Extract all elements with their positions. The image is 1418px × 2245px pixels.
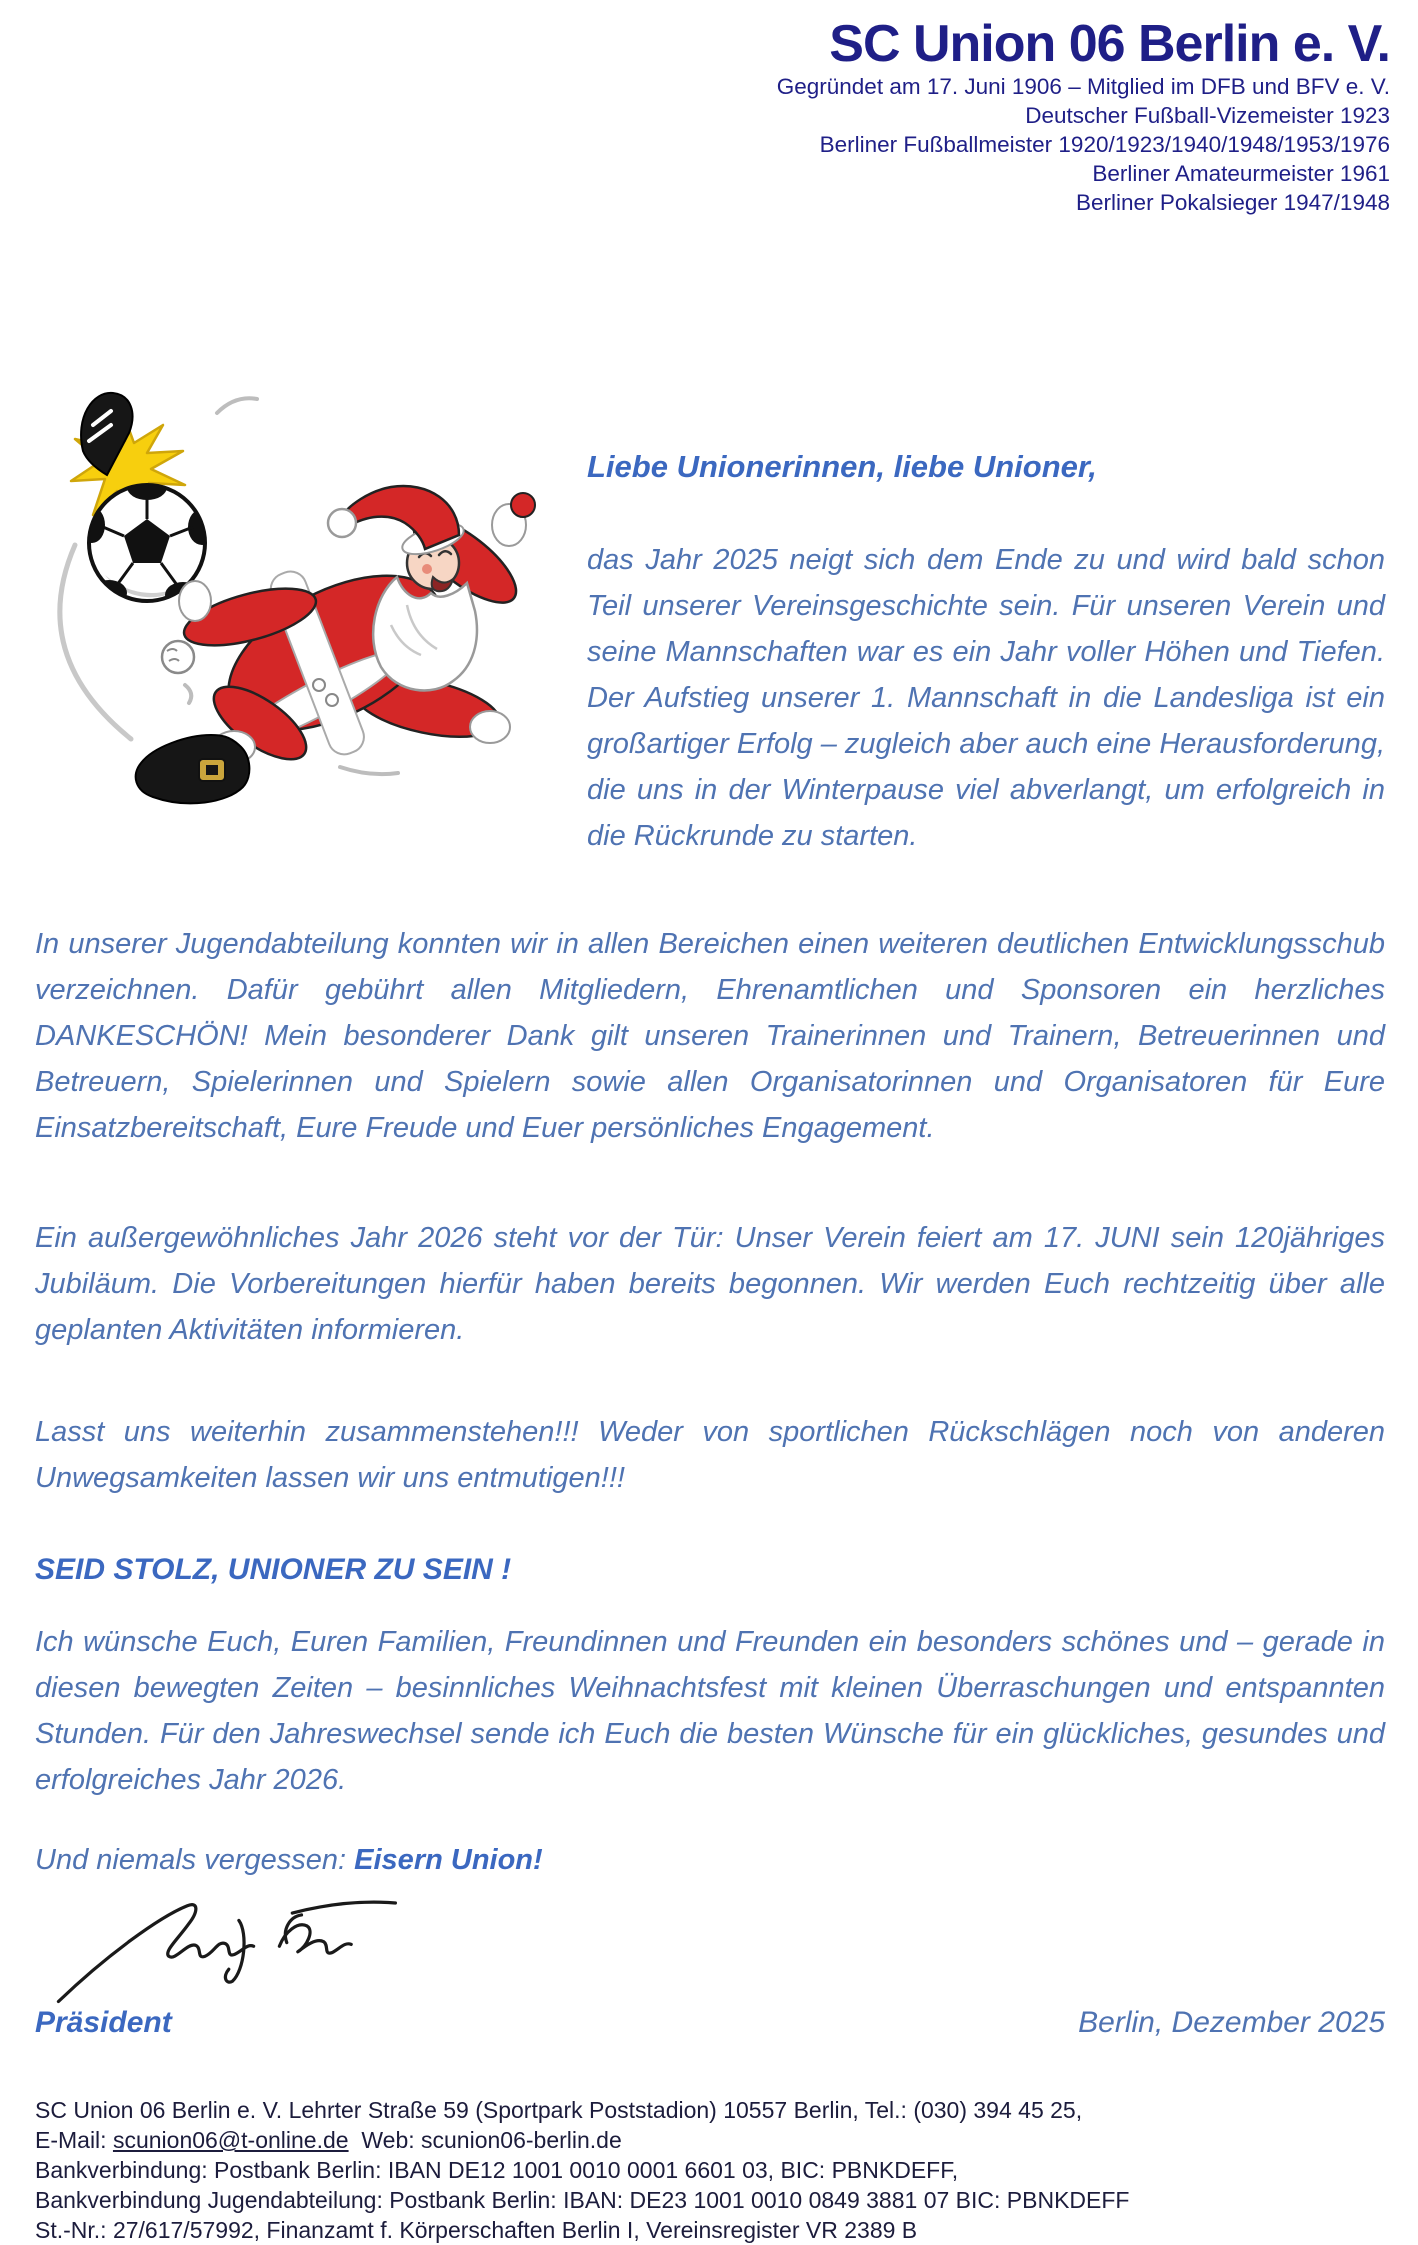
web-text: Web: scunion06-berlin.de <box>348 2127 622 2154</box>
letterhead-amateurmeister-line: Berliner Amateurmeister 1961 <box>1092 161 1390 187</box>
paragraph-anniversary-2026: Ein außergewöhnliches Jahr 2026 steht vor der Tür: Unser Verein feiert am 17. JUNI sein 120jähriges Jubiläum. Die Vorbereitungen hierfür haben bereits begonnen. Wir werden Euch rechtzeitig über alle geplanten Aktivitäten informieren. <box>35 1222 1385 1347</box>
paragraph-year-review: das Jahr 2025 neigt sich dem Ende zu und wird bald schon Teil unserer Vereinsgeschichte sein. Für unseren Verein und seine Mannschaften war es ein Jahr voller Höhen und Tiefen. Der Aufstieg unserer 1. Mannschaft in die Landesliga ist ein großartiger Erfolg – zugleich aber auch eine Herausforderung, die uns in der Winterpause viel abverlangt, um erfolgreich in die Rückrunde zu starten. <box>587 544 1385 853</box>
paragraph-youth-thanks: In unserer Jugendabteilung konnten wir in allen Bereichen einen weiteren deutlichen Entwicklungsschub verzeichnen. Dafür gebührt allen Mitgliedern, Ehrenamtlichen und Sponsoren ein herzliches DANKESCHÖN! Mein besonderer Dank gilt unseren Trainerinnen und Trainern, Betreuerinnen und Betreuern, Spielerinnen und Spielern sowie allen Organisatorinnen und Organisatoren für Eure Einsatzbereitschaft, Eure Freude und Euer persönliches Engagement. <box>35 928 1385 1145</box>
paragraph-christmas-wishes: Ich wünsche Euch, Euren Familien, Freundinnen und Freunden ein besonders schönes und – gerade in diesen bewegten Zeiten – besinnliches Weihnachtsfest mit kleinen Überraschungen und entspannten Stunden. Für den Jahreswechsel sende ich Euch die besten Wünsche für ein glückliches, gesundes und erfolgreiches Jahr 2026. <box>35 1626 1385 1797</box>
slogan-line: SEID STOLZ, UNIONER ZU SEIN ! <box>35 1553 512 1587</box>
letterhead-founded-line: Gegründet am 17. Juni 1906 – Mitglied im DFB und BFV e. V. <box>776 74 1390 100</box>
letterhead-pokalsieger-line: Berliner Pokalsieger 1947/1948 <box>1076 190 1390 216</box>
letterhead-fussballmeister-line: Berliner Fußballmeister 1920/1923/1940/1948/1953/1976 <box>819 132 1390 158</box>
letterhead <box>0 0 1418 217</box>
big-boot <box>136 735 250 803</box>
letterhead-vizemeister-line: Deutscher Fußball-Vizemeister 1923 <box>1025 103 1390 129</box>
closing-prefix: Und niemals vergessen: <box>35 1844 355 1877</box>
footer-address-line: SC Union 06 Berlin e. V. Lehrter Straße 59 (Sportpark Poststadion) 10557 Berlin, Tel.: (030) 394 45 25, <box>35 2097 1083 2124</box>
footer-contact-block <box>35 2095 1385 2245</box>
salutation: Liebe Unionerinnen, liebe Unioner, <box>587 449 1097 485</box>
signoff-place-date: Berlin, Dezember 2025 <box>1078 2006 1385 2040</box>
closing-line <box>35 1837 1385 1883</box>
email-label: E-Mail: <box>35 2127 113 2154</box>
footer-contact-line <box>35 2125 1385 2155</box>
club-name: SC Union 06 Berlin e. V. <box>829 15 1390 73</box>
letter-body <box>0 447 1418 2043</box>
santa-football-illustration-icon <box>25 355 545 807</box>
signoff-role: Präsident <box>35 2006 172 2040</box>
footer-bank-youth-line: Bankverbindung Jugendabteilung: Postbank Berlin: IBAN: DE23 1001 0010 0849 3881 07 BIC: PBNKDEFF <box>35 2187 1130 2214</box>
signature-block <box>41 1891 1385 2007</box>
closing-motto: Eisern Union! <box>354 1844 543 1877</box>
paragraph-stand-together: Lasst uns weiterhin zusammenstehen!!! Weder von sportlichen Rückschlägen noch von anderen Unwegsamkeiten lassen wir uns entmutigen!!! <box>35 1416 1385 1495</box>
email-link[interactable]: scunion06@t-online.de <box>112 2127 349 2154</box>
signoff-row <box>35 2003 1385 2043</box>
handwritten-signature-icon <box>41 1891 411 2007</box>
footer-register-line: St.-Nr.: 27/617/57992, Finanzamt f. Körperschaften Berlin I, Vereinsregister VR 2389 B <box>35 2217 918 2244</box>
footer-bank-line: Bankverbindung: Postbank Berlin: IBAN DE12 1001 0010 0001 6601 03, BIC: PBNKDEFF, <box>35 2157 959 2184</box>
